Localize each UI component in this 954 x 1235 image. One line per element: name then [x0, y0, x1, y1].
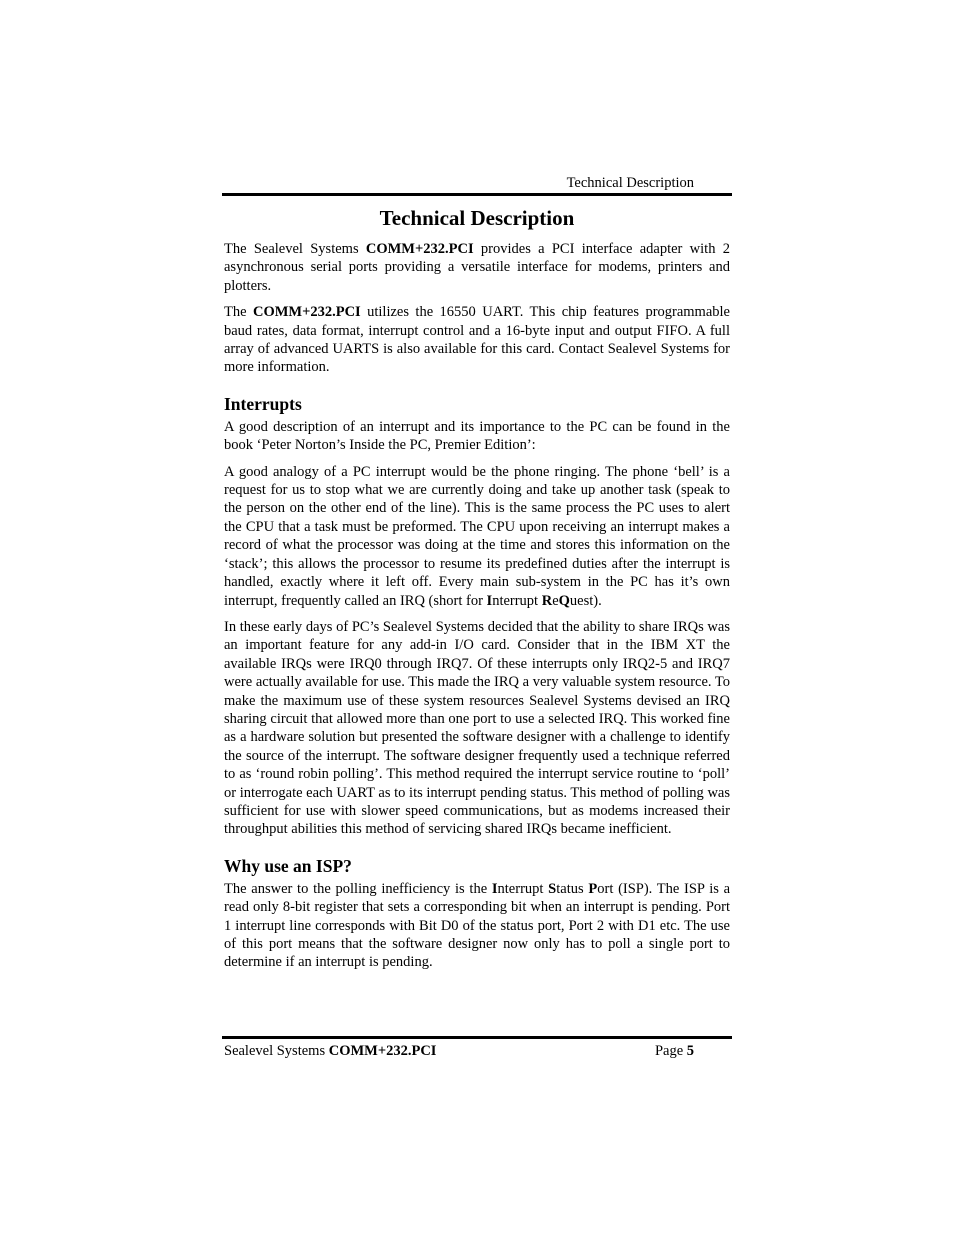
footer-company-name: Sealevel Systems — [224, 1043, 329, 1059]
acronym-letter: S — [548, 880, 557, 897]
isp-p1-text: nterrupt — [497, 880, 549, 897]
intro-paragraph-1 — [224, 240, 730, 295]
page-title: Technical Description — [379, 206, 575, 230]
footer-page — [224, 1042, 694, 1060]
header-rule — [222, 193, 732, 196]
acronym-letter: Q — [558, 592, 570, 609]
intro-paragraph-2 — [224, 303, 730, 377]
acronym-letter: I — [486, 592, 493, 609]
isp-heading: Why use an ISP? — [224, 855, 352, 876]
intro-p1-text-b: provides a PCI interface adapter with 2 asynchronous serial ports providing a versatile interface for modems, printers and plotters. — [224, 241, 730, 294]
footer-rule — [222, 1036, 732, 1039]
acronym-letter: P — [588, 880, 598, 897]
isp-p1-text: ort (ISP). The ISP is a read only 8-bit register that sets a corresponding bit when an interrupt is pending. Port 1 interrupt line corresponds with Bit D0 of the status port, Port 2 with D1 etc. The use of this port means that the software designer now only has to poll a single port to determine if an interrupt is pending. — [224, 880, 731, 971]
interrupts-paragraph-1: A good description of an interrupt and its importance to the PC can be found in the book ‘Peter Norton’s Inside the PC, Premier Edition’: — [224, 418, 730, 454]
isp-paragraph-1 — [224, 880, 730, 972]
isp-p1-text: The answer to the polling inefficiency is the — [224, 880, 492, 897]
footer-page-number: 5 — [686, 1043, 694, 1059]
running-header: Technical Description — [566, 175, 694, 191]
acronym-letter: I — [491, 880, 498, 897]
product-name: COMM+232.PCI — [365, 241, 474, 257]
footer-page-label: Page — [654, 1043, 687, 1059]
acronym-letter: R — [541, 592, 553, 609]
isp-p1-text: tatus — [556, 880, 589, 897]
interrupts-paragraph-2 — [224, 463, 730, 610]
interrupts-p2-text: A good analogy of a PC interrupt would be the phone ringing. The phone ‘bell’ is a request for us to stop what we are currently doing and take up another task (speak to the person on the other end of the line). This is the same process the PC uses to alert the CPU that a task must be preformed. The CPU upon receiving an interrupt makes a record of what the processor was doing at the time and stores this information on the ‘stack’; this allows the processor to resume its predefined duties after the interrupt is handled, exactly where it left off. Every main sub-system in the PC has it’s own interrupt, frequently called an IRQ (short for — [224, 463, 730, 609]
interrupts-paragraph-3: In these early days of PC’s Sealevel Systems decided that the ability to share IRQs was an important feature for any add-in I/O card. Consider that in the IBM XT the available IRQs were IRQ0 through IRQ7. Of these interrupts only IRQ2-5 and IRQ7 were actually available for use. This made the IRQ a very valuable system resource. To make the maximum use of these system resources Sealevel Systems devised an IRQ sharing circuit that allowed more than one port to use a selected IRQ. This worked fine as a hardware solution but presented the software designer with a challenge to identify the source of the interrupt. The software designer frequently used a technique referred to as ‘round robin polling’. This method required the interrupt service routine to ‘poll’ or interrogate each UART as to its interrupt pending status. This method of polling was sufficient for use with slower speed communications, but as modems increased their throughput abilities this method of servicing shared IRQs became inefficient. — [224, 618, 730, 838]
interrupts-heading: Interrupts — [224, 393, 302, 414]
interrupts-p2-text: uest). — [569, 592, 602, 609]
intro-p2-text-a: The — [224, 304, 253, 321]
interrupts-p2-text: e — [552, 592, 559, 609]
intro-p2-text-b: utilizes the 16550 UART. This chip features programmable baud rates, data format, interrupt control and a 16-byte input and output FIFO. A full array of advanced UARTS is also available for this card. Contact Sealevel Systems for more information. — [224, 304, 730, 376]
footer-product-name: COMM+232.PCI — [328, 1043, 437, 1059]
interrupts-p2-text: nterrupt — [492, 592, 542, 609]
product-name: COMM+232.PCI — [252, 304, 361, 321]
page-content — [224, 205, 730, 980]
intro-p1-text-a: The Sealevel Systems — [224, 241, 366, 257]
